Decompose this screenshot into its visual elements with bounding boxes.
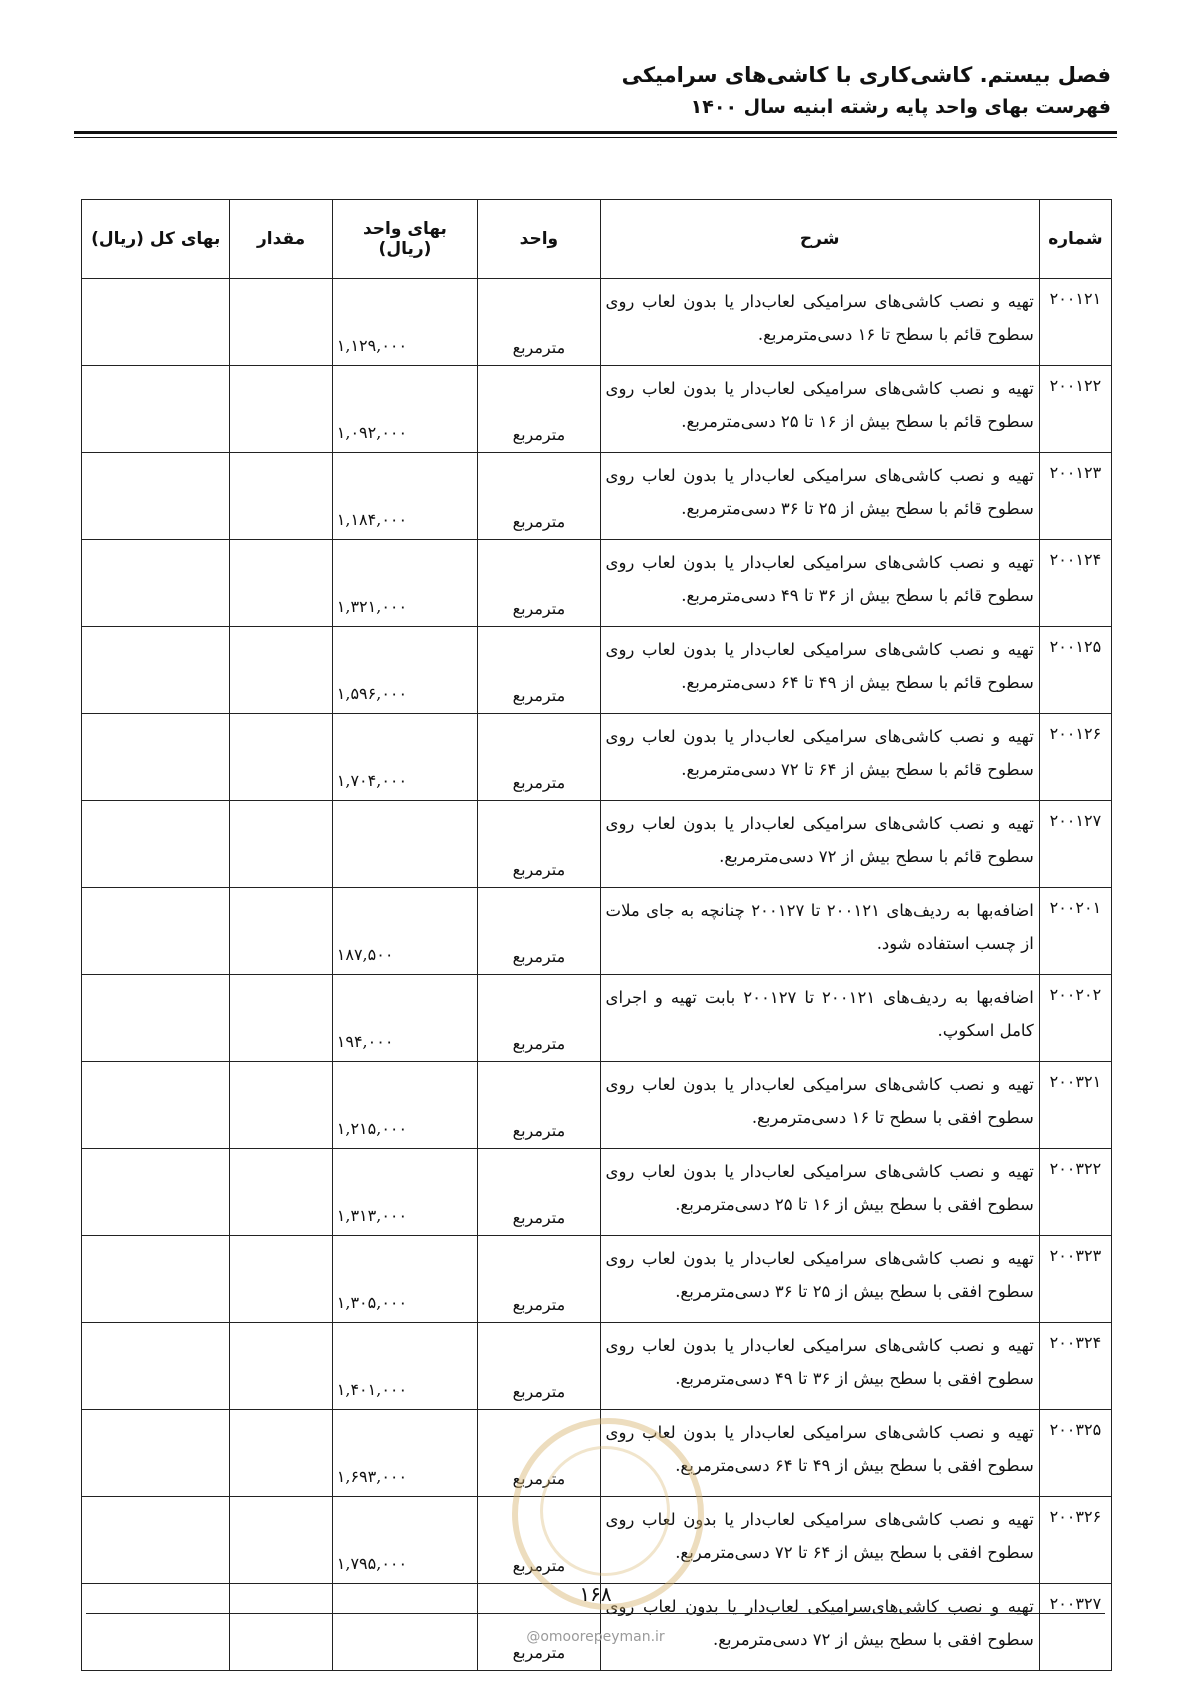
- row-description: تهیه و نصب کاشی‌های سرامیکی لعاب‌دار یا بدون لعاب روی سطوح قائم با سطح بیش از ۱۶ تا ۲۵ دسی‌مترمربع.: [600, 366, 1039, 453]
- row-code: ۲۰۰۳۲۷: [1039, 1584, 1111, 1671]
- row-code: ۲۰۰۳۲۲: [1039, 1149, 1111, 1236]
- row-description: تهیه و نصب کاشی‌های سرامیکی لعاب‌دار یا بدون لعاب روی سطوح قائم با سطح تا ۱۶ دسی‌مترمربع.: [600, 279, 1039, 366]
- table-row: [82, 1410, 1112, 1497]
- table-row: [82, 1149, 1112, 1236]
- row-unit: مترمربع: [478, 714, 600, 801]
- row-quantity: [230, 1410, 332, 1497]
- chapter-title: فصل بیستم. کاشی‌کاری با کاشی‌های سرامیکی: [621, 63, 1111, 87]
- list-title: فهرست بهای واحد پایه رشته ابنیه سال ۱۴۰۰: [690, 96, 1111, 118]
- page-header: [622, 58, 1111, 122]
- row-quantity: [230, 975, 332, 1062]
- table-row: [82, 540, 1112, 627]
- row-description: تهیه و نصب کاشی‌های سرامیکی لعاب‌دار یا بدون لعاب روی سطوح افقی با سطح بیش از ۳۶ تا ۴۹ دسی‌مترمربع.: [600, 1323, 1039, 1410]
- row-unit-price: [332, 801, 477, 888]
- table-row: [82, 1497, 1112, 1584]
- row-unit-price: ۱,۰۹۲,۰۰۰: [332, 366, 477, 453]
- table-row: [82, 1323, 1112, 1410]
- col-header-unit-price: [332, 200, 477, 279]
- row-code: ۲۰۰۲۰۲: [1039, 975, 1111, 1062]
- table-row: [82, 279, 1112, 366]
- row-quantity: [230, 714, 332, 801]
- row-total-price: [82, 1497, 230, 1584]
- row-unit: مترمربع: [478, 1323, 600, 1410]
- row-description: تهیه و نصب کاشی‌های‌سرامیکی لعاب‌دار یا بدون لعاب روی سطوح افقی با سطح بیش از ۷۲ دسی‌مترمربع.: [600, 1584, 1039, 1671]
- row-quantity: [230, 627, 332, 714]
- row-unit-price: ۱,۲۱۵,۰۰۰: [332, 1062, 477, 1149]
- row-description: تهیه و نصب کاشی‌های سرامیکی لعاب‌دار یا بدون لعاب روی سطوح افقی با سطح بیش از ۴۹ تا ۶۴ دسی‌مترمربع.: [600, 1410, 1039, 1497]
- row-unit-price: ۱,۱۲۹,۰۰۰: [332, 279, 477, 366]
- row-code: ۲۰۰۳۲۳: [1039, 1236, 1111, 1323]
- row-code: ۲۰۰۱۲۱: [1039, 279, 1111, 366]
- col-header-quantity: مقدار: [230, 200, 332, 279]
- row-unit: مترمربع: [478, 1236, 600, 1323]
- row-unit-price: ۱,۴۰۱,۰۰۰: [332, 1323, 477, 1410]
- table-row: [82, 1062, 1112, 1149]
- row-unit-price: ۱,۳۲۱,۰۰۰: [332, 540, 477, 627]
- footer-rule: [86, 1613, 1105, 1614]
- row-code: ۲۰۰۳۲۴: [1039, 1323, 1111, 1410]
- row-unit: مترمربع: [478, 540, 600, 627]
- row-code: ۲۰۰۳۲۵: [1039, 1410, 1111, 1497]
- row-total-price: [82, 801, 230, 888]
- row-total-price: [82, 1236, 230, 1323]
- row-total-price: [82, 1410, 230, 1497]
- row-unit-price: ۱,۳۱۳,۰۰۰: [332, 1149, 477, 1236]
- row-description: تهیه و نصب کاشی‌های سرامیکی لعاب‌دار یا بدون لعاب روی سطوح افقی با سطح تا ۱۶ دسی‌مترمربع.: [600, 1062, 1039, 1149]
- row-total-price: [82, 1323, 230, 1410]
- row-total-price: [82, 975, 230, 1062]
- row-unit-price: ۱,۶۹۳,۰۰۰: [332, 1410, 477, 1497]
- row-unit: مترمربع: [478, 1497, 600, 1584]
- row-description: تهیه و نصب کاشی‌های سرامیکی لعاب‌دار یا بدون لعاب روی سطوح قائم با سطح بیش از ۶۴ تا ۷۲ دسی‌مترمربع.: [600, 714, 1039, 801]
- table-header-row: [82, 200, 1112, 279]
- row-description: تهیه و نصب کاشی‌های سرامیکی لعاب‌دار یا بدون لعاب روی سطوح قائم با سطح بیش از ۷۲ دسی‌مترمربع.: [600, 801, 1039, 888]
- row-unit: مترمربع: [478, 1410, 600, 1497]
- row-quantity: [230, 1323, 332, 1410]
- row-description: اضافه‌بها به ردیف‌های ۲۰۰۱۲۱ تا ۲۰۰۱۲۷ بابت تهیه و اجرای کامل اسکوپ.: [600, 975, 1039, 1062]
- row-unit: مترمربع: [478, 366, 600, 453]
- row-code: ۲۰۰۱۲۲: [1039, 366, 1111, 453]
- header-rule-thin: [74, 137, 1117, 138]
- row-quantity: [230, 801, 332, 888]
- row-description: تهیه و نصب کاشی‌های سرامیکی لعاب‌دار یا بدون لعاب روی سطوح قائم با سطح بیش از ۳۶ تا ۴۹ دسی‌مترمربع.: [600, 540, 1039, 627]
- row-total-price: [82, 888, 230, 975]
- table-row: [82, 627, 1112, 714]
- row-quantity: [230, 366, 332, 453]
- row-unit: مترمربع: [478, 801, 600, 888]
- row-unit: مترمربع: [478, 279, 600, 366]
- row-total-price: [82, 453, 230, 540]
- row-quantity: [230, 1236, 332, 1323]
- row-unit: مترمربع: [478, 1062, 600, 1149]
- row-unit-price: ۱,۵۹۶,۰۰۰: [332, 627, 477, 714]
- row-quantity: [230, 279, 332, 366]
- row-unit: مترمربع: [478, 975, 600, 1062]
- table-row: [82, 366, 1112, 453]
- row-unit-price: ۱,۳۰۵,۰۰۰: [332, 1236, 477, 1323]
- row-code: ۲۰۰۱۲۶: [1039, 714, 1111, 801]
- row-total-price: [82, 279, 230, 366]
- table-row: [82, 1236, 1112, 1323]
- row-unit-price: ۱,۱۸۴,۰۰۰: [332, 453, 477, 540]
- row-description: تهیه و نصب کاشی‌های سرامیکی لعاب‌دار یا بدون لعاب روی سطوح قائم با سطح بیش از ۴۹ تا ۶۴ دسی‌مترمربع.: [600, 627, 1039, 714]
- row-description: اضافه‌بها به ردیف‌های ۲۰۰۱۲۱ تا ۲۰۰۱۲۷ چنانچه به جای ملات از چسب استفاده شود.: [600, 888, 1039, 975]
- table-row: [82, 801, 1112, 888]
- table-row: [82, 714, 1112, 801]
- row-code: ۲۰۰۳۲۶: [1039, 1497, 1111, 1584]
- col-header-number: شماره: [1039, 200, 1111, 279]
- row-unit-price: ۱,۷۰۴,۰۰۰: [332, 714, 477, 801]
- row-quantity: [230, 540, 332, 627]
- row-quantity: [230, 1062, 332, 1149]
- row-quantity: [230, 453, 332, 540]
- row-description: تهیه و نصب کاشی‌های سرامیکی لعاب‌دار یا بدون لعاب روی سطوح افقی با سطح بیش از ۲۵ تا ۳۶ دسی‌مترمربع.: [600, 1236, 1039, 1323]
- table-row: [82, 453, 1112, 540]
- row-unit: مترمربع: [478, 1149, 600, 1236]
- unit-price-label: بهای واحد: [362, 219, 447, 239]
- row-quantity: [230, 888, 332, 975]
- row-unit: مترمربع: [478, 1584, 600, 1671]
- page-number: ۱۶۸: [579, 1582, 612, 1606]
- row-code: ۲۰۰۱۲۷: [1039, 801, 1111, 888]
- row-unit-price: ۱,۷۹۵,۰۰۰: [332, 1497, 477, 1584]
- row-code: ۲۰۰۳۲۱: [1039, 1062, 1111, 1149]
- unit-price-currency: (ریال): [378, 239, 432, 259]
- price-table: [81, 199, 1112, 1671]
- row-description: تهیه و نصب کاشی‌های سرامیکی لعاب‌دار یا بدون لعاب روی سطوح قائم با سطح بیش از ۲۵ تا ۳۶ دسی‌مترمربع.: [600, 453, 1039, 540]
- row-description: تهیه و نصب کاشی‌های سرامیکی لعاب‌دار یا بدون لعاب روی سطوح افقی با سطح بیش از ۶۴ تا ۷۲ دسی‌مترمربع.: [600, 1497, 1039, 1584]
- row-total-price: [82, 714, 230, 801]
- row-unit-price: ۱۸۷,۵۰۰: [332, 888, 477, 975]
- row-unit-price: ۱۹۴,۰۰۰: [332, 975, 477, 1062]
- header-rule-thick: [74, 131, 1117, 134]
- table-row: [82, 888, 1112, 975]
- col-header-description: شرح: [600, 200, 1039, 279]
- row-unit: مترمربع: [478, 888, 600, 975]
- website-watermark: @omoorepeyman.ir: [526, 1629, 665, 1645]
- col-header-total-price: بهای کل (ریال): [82, 200, 230, 279]
- row-total-price: [82, 1149, 230, 1236]
- row-code: ۲۰۰۲۰۱: [1039, 888, 1111, 975]
- col-header-unit: واحد: [478, 200, 600, 279]
- table-row: [82, 975, 1112, 1062]
- row-code: ۲۰۰۱۲۴: [1039, 540, 1111, 627]
- row-unit: مترمربع: [478, 453, 600, 540]
- row-description: تهیه و نصب کاشی‌های سرامیکی لعاب‌دار یا بدون لعاب روی سطوح افقی با سطح بیش از ۱۶ تا ۲۵ دسی‌مترمربع.: [600, 1149, 1039, 1236]
- row-total-price: [82, 627, 230, 714]
- row-quantity: [230, 1149, 332, 1236]
- row-code: ۲۰۰۱۲۳: [1039, 453, 1111, 540]
- row-quantity: [230, 1497, 332, 1584]
- row-total-price: [82, 1062, 230, 1149]
- row-total-price: [82, 540, 230, 627]
- row-unit: مترمربع: [478, 627, 600, 714]
- row-code: ۲۰۰۱۲۵: [1039, 627, 1111, 714]
- row-total-price: [82, 366, 230, 453]
